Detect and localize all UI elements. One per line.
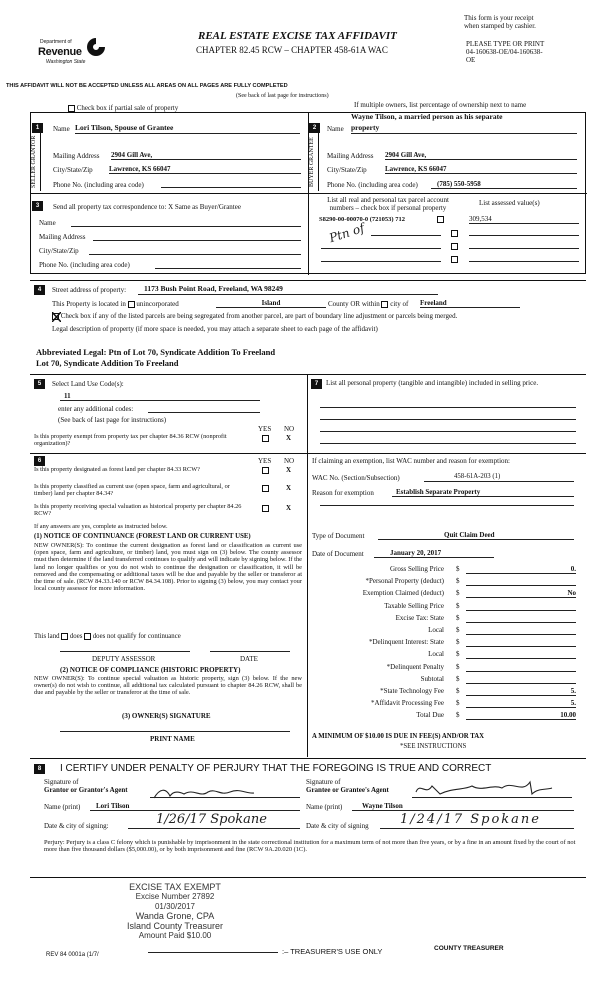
grantee-name[interactable]: Wayne Tilson bbox=[352, 802, 574, 811]
assessed-header: List assessed value(s) bbox=[479, 199, 540, 207]
corr-phone-label: Phone No. (including area code) bbox=[39, 261, 130, 269]
fee-minimum: A MINIMUM OF $10.00 IS DUE IN FEE(S) AND/OR TAX bbox=[312, 733, 485, 740]
parcel-1-checkbox[interactable] bbox=[437, 216, 444, 223]
stamp-line4: Wanda Grone, CPA bbox=[135, 910, 215, 921]
perjury-text: Perjury: Perjury is a class C felony which is punishable by imprisonment in the state correctional institution for a maximum term of not more than five years, or by a fine in an amount fixed by the court of not more than five thousand dollars ($5,000.00), or by both imprisonment and fine (RCW 9A.20.020 (1C). bbox=[44, 839, 576, 854]
section-7-number: 7 bbox=[311, 379, 322, 389]
buyer-side-label: BUYER GRANTEE bbox=[309, 137, 315, 187]
corr-phone[interactable] bbox=[155, 261, 301, 269]
seller-side-label: SELLER GRANTOR bbox=[31, 135, 37, 189]
doc-type-label: Type of Document bbox=[312, 532, 365, 540]
doc-date-value[interactable]: January 20, 2017 bbox=[374, 549, 494, 558]
buyer-name-label: Name bbox=[327, 125, 344, 133]
seller-name[interactable]: Lori Tilson, Spouse of Grantee bbox=[75, 124, 300, 134]
current-use-question: Is this property classified as current use (open space, farm and agricultural, or timber) land per chapter 84.34? bbox=[34, 483, 230, 498]
seller-name-label: Name bbox=[53, 125, 70, 133]
grantor-sig-label-2: Grantor or Grantor's Agent bbox=[44, 786, 128, 795]
exempt-stamp bbox=[110, 882, 240, 941]
exempt-question: Is this property exempt from property tax per chapter 84.36 RCW (nonprofit organization)? bbox=[34, 433, 227, 448]
historic-question: Is this property receiving special valuation as historical property per chapter 84.26 RCW? bbox=[34, 503, 242, 518]
grantee-sig-label bbox=[306, 778, 389, 794]
fee-value[interactable] bbox=[466, 577, 576, 586]
buyer-phone[interactable]: (785) 550-5958 bbox=[431, 180, 577, 189]
fee-row bbox=[312, 638, 578, 650]
section-4 bbox=[30, 280, 586, 340]
corr-mailing[interactable] bbox=[93, 233, 301, 241]
fee-label: Exemption Claimed (deduct) bbox=[362, 589, 444, 598]
fee-currency: $ bbox=[456, 577, 460, 586]
fee-currency: $ bbox=[456, 662, 460, 671]
fee-value[interactable]: No bbox=[466, 589, 576, 598]
compliance-title: (2) NOTICE OF COMPLIANCE (HISTORIC PROPERTY) bbox=[60, 666, 241, 674]
stamp-line2: Excise Number 27892 bbox=[135, 892, 215, 902]
partial-sale-label: Check box if partial sale of property bbox=[76, 104, 179, 112]
section-8-number: 8 bbox=[34, 764, 45, 774]
dor-logo bbox=[38, 36, 108, 70]
unincorporated-checkbox[interactable] bbox=[128, 301, 135, 308]
parcel-header-2: numbers – check box if personal property bbox=[329, 204, 447, 213]
does-label: does bbox=[69, 633, 83, 641]
fee-value[interactable] bbox=[466, 626, 576, 635]
print-note-3: OE bbox=[466, 56, 476, 65]
forest-no-answer[interactable]: X bbox=[286, 466, 292, 474]
located-row bbox=[52, 300, 179, 308]
fee-label: Subtotal bbox=[420, 674, 444, 683]
grantor-signature-icon bbox=[150, 786, 300, 800]
corr-city[interactable] bbox=[89, 247, 301, 255]
fee-currency: $ bbox=[456, 699, 460, 708]
see-back-text: (See back of last page for instructions) bbox=[236, 93, 329, 99]
seller-mailing-label: Mailing Address bbox=[53, 152, 100, 160]
fee-currency: $ bbox=[456, 625, 460, 634]
current-use-no-answer[interactable]: X bbox=[286, 484, 292, 492]
fee-label: *Delinquent Interest: State bbox=[368, 638, 444, 647]
corr-name[interactable] bbox=[71, 219, 301, 227]
fee-row bbox=[312, 711, 578, 723]
fee-label: Gross Selling Price bbox=[389, 565, 444, 573]
fee-currency: $ bbox=[456, 686, 460, 695]
receipt-note bbox=[464, 14, 536, 30]
wac-number[interactable]: 458-61A-203 (1) bbox=[424, 473, 574, 482]
corr-name-label: Name bbox=[39, 219, 56, 227]
seller-mailing[interactable]: 2904 Gill Ave, bbox=[111, 151, 301, 160]
parties-box bbox=[30, 112, 586, 274]
parcel-header bbox=[313, 196, 463, 212]
compliance-text: NEW OWNER(S): To continue special valuation as historic property, sign (3) below. If the new owner(s) do not wish to continue, all additional tax calculated pursuant to chapter 84.26 RCW, shall be due and payable by the seller or transferor at the time of sale. bbox=[34, 675, 302, 697]
does-not-label: does not qualify for continuance bbox=[92, 633, 181, 641]
print-note-1: PLEASE TYPE OR PRINT bbox=[466, 40, 545, 48]
additional-codes[interactable] bbox=[148, 405, 260, 413]
multiple-owners-note: If multiple owners, list percentage of ownership next to name bbox=[354, 101, 527, 109]
s6-yes-header: YES bbox=[258, 457, 272, 465]
fee-row bbox=[312, 589, 578, 601]
forest-question: Is this property designated as forest land per chapter 84.33 RCW? bbox=[34, 466, 200, 473]
fee-value[interactable]: 0. bbox=[466, 565, 576, 574]
legal-line1: Abbreviated Legal: Ptn of Lot 70, Syndicate Addition To Freeland bbox=[36, 347, 276, 357]
dor-logo-icon bbox=[86, 36, 106, 58]
assessed-value[interactable]: 309,534 bbox=[469, 215, 579, 224]
legal-desc-label: Legal description of property (if more space is needed, you may attach a separate sheet to each page of the affidavit) bbox=[52, 325, 378, 333]
section-6-number: 6 bbox=[34, 456, 45, 466]
fee-row bbox=[312, 650, 578, 662]
fee-see-instructions: *SEE INSTRUCTIONS bbox=[400, 743, 467, 750]
certify-text: I CERTIFY UNDER PENALTY OF PERJURY THAT THE FOREGOING IS TRUE AND CORRECT bbox=[60, 763, 492, 774]
fee-value[interactable] bbox=[466, 614, 576, 623]
parcel-2-checkbox[interactable] bbox=[451, 230, 458, 237]
print-note-2: 04-160638-OE/04-160638- bbox=[466, 48, 543, 57]
fee-label: Local bbox=[428, 625, 444, 634]
fee-currency: $ bbox=[456, 638, 460, 647]
county-label: County OR within bbox=[328, 300, 380, 308]
exempt-no-answer[interactable]: X bbox=[286, 434, 292, 442]
qualify-row bbox=[34, 633, 181, 641]
correspondence-label: Send all property tax correspondence to: X Same as Buyer/Grantee bbox=[53, 203, 241, 211]
dept-line1: Department of bbox=[40, 39, 72, 45]
fee-currency: $ bbox=[456, 674, 460, 683]
if-yes-note: If any answers are yes, complete as instructed below. bbox=[34, 523, 168, 530]
grantor-signature[interactable] bbox=[150, 786, 300, 798]
buyer-name-line1[interactable]: Wayne Tilson, a married person as his separate bbox=[351, 112, 503, 121]
fee-row bbox=[312, 663, 578, 675]
grantee-sig-label-2: Grantee or Grantee's Agent bbox=[306, 786, 389, 795]
date-label: DATE bbox=[240, 655, 258, 663]
city-row bbox=[328, 300, 408, 308]
grantee-name-label: Name (print) bbox=[306, 803, 343, 811]
section-5-number: 5 bbox=[34, 379, 45, 389]
street-address[interactable]: 1173 Bush Point Road, Freeland, WA 98249 bbox=[138, 285, 438, 295]
section-8 bbox=[30, 758, 586, 878]
fee-value[interactable] bbox=[466, 638, 576, 647]
receipt-note-2: when stamped by cashier. bbox=[464, 22, 536, 31]
receipt-note-1: This form is your receipt bbox=[464, 14, 534, 22]
historic-no-answer[interactable]: X bbox=[286, 504, 292, 512]
fee-currency: $ bbox=[456, 589, 460, 598]
city-label: city of bbox=[390, 300, 409, 308]
owner-signature-line[interactable] bbox=[60, 731, 290, 732]
section-2-number: 2 bbox=[309, 123, 320, 133]
fee-value[interactable]: 5. bbox=[466, 687, 576, 696]
check-x-icon bbox=[52, 312, 61, 322]
buyer-mailing[interactable]: 2904 Gill Ave, bbox=[385, 151, 577, 160]
fee-row bbox=[312, 614, 578, 626]
grantor-sig-label-1: Signature of bbox=[44, 778, 79, 786]
grantor-date-label: Date & city of signing: bbox=[44, 822, 109, 830]
buyer-name-line2[interactable]: property bbox=[351, 124, 577, 134]
section-3-number: 3 bbox=[32, 201, 43, 211]
buyer-city-label: City/State/Zip bbox=[327, 166, 367, 174]
fee-currency: $ bbox=[456, 565, 460, 573]
county-name[interactable]: Island bbox=[216, 299, 326, 308]
fee-value[interactable]: 10.00 bbox=[466, 711, 576, 720]
deputy-label: DEPUTY ASSESSOR bbox=[92, 655, 156, 663]
fee-label: Total Due bbox=[416, 711, 444, 720]
fee-row bbox=[312, 565, 578, 577]
property-box bbox=[30, 374, 586, 756]
parcel-3-checkbox[interactable] bbox=[451, 243, 458, 250]
continuance-text: NEW OWNER(S): To continue the current designation as forest land or classification as current use (open space, farm and agriculture, or timber) land, you must sign on (3) below. The county assessor must then determine if the land transferred continues to qualify and will indicate by signing below. If the land no longer qualifies or you do not wish to continue the designation or classification, it will be removed and the compensating or additional taxes will be due and payable by the seller or transferor at the time of sale. (RCW 84.33.140 or RCW 84.34.108). Prior to signing (3) below, you may contact your local county assessor for more information. bbox=[34, 542, 302, 593]
grantee-date-label: Date & city of signing bbox=[306, 822, 369, 830]
additional-codes-label: enter any additional codes: bbox=[58, 405, 134, 413]
fee-currency: $ bbox=[456, 650, 460, 659]
owner-signature-label: (3) OWNER(S) SIGNATURE bbox=[122, 712, 211, 720]
grantee-signature-icon bbox=[412, 778, 572, 798]
dept-line3: Washington State bbox=[46, 59, 86, 65]
grantee-signature[interactable] bbox=[412, 786, 572, 798]
does-checkbox[interactable] bbox=[61, 633, 68, 640]
parcel-4-checkbox[interactable] bbox=[451, 256, 458, 263]
fee-label: *Personal Property (deduct) bbox=[365, 577, 444, 586]
exemption-label: If claiming an exemption, list WAC number and reason for exemption: bbox=[312, 457, 510, 465]
dept-line2: Revenue bbox=[38, 46, 82, 58]
partial-sale-row bbox=[68, 104, 178, 112]
grantor-name-label: Name (print) bbox=[44, 803, 81, 811]
street-label: Street address of property: bbox=[52, 286, 127, 294]
fee-row bbox=[312, 687, 578, 699]
exempt-yes-checkbox[interactable] bbox=[262, 435, 269, 442]
buyer-phone-label: Phone No. (including area code) bbox=[327, 181, 418, 189]
reason-value[interactable]: Establish Separate Property bbox=[392, 488, 574, 497]
warning-text: THIS AFFIDAVIT WILL NOT BE ACCEPTED UNLESS ALL AREAS ON ALL PAGES ARE FULLY COMPLETED bbox=[6, 83, 288, 89]
current-use-yes-checkbox[interactable] bbox=[262, 485, 269, 492]
fee-row bbox=[312, 699, 578, 711]
s5-no-header: NO bbox=[284, 425, 295, 433]
wac-label: WAC No. (Section/Subsection) bbox=[312, 474, 400, 482]
seller-city-label: City/State/Zip bbox=[53, 166, 93, 174]
fee-value[interactable] bbox=[466, 650, 576, 659]
fee-value[interactable] bbox=[466, 663, 576, 672]
forest-yes-checkbox[interactable] bbox=[262, 467, 269, 474]
personal-property-label: List all personal property (tangible and intangible) included in selling price. bbox=[326, 379, 539, 387]
partial-sale-checkbox[interactable] bbox=[68, 105, 75, 112]
fee-label: *Delinquent Penalty bbox=[386, 662, 444, 671]
located-label: This Property is located in bbox=[52, 300, 126, 308]
parcel-header-1: List all real and personal tax parcel account bbox=[327, 196, 449, 204]
fee-currency: $ bbox=[456, 613, 460, 622]
legal-line2: Lot 70, Syndicate Addition To Freeland bbox=[36, 358, 179, 368]
rev-code: REV 84 0001a (1/7/ bbox=[46, 952, 99, 958]
s5-yes-header: YES bbox=[258, 425, 272, 433]
fees-table bbox=[312, 565, 578, 723]
buyer-side-label-box bbox=[309, 133, 319, 191]
parcel-number[interactable]: S8290-00-00070-0 (721053) 712 bbox=[319, 216, 405, 223]
segregated-checkbox[interactable] bbox=[52, 313, 59, 320]
section-1-number: 1 bbox=[32, 123, 43, 133]
grantee-date-city[interactable]: 1/24/17 Spokane bbox=[380, 813, 574, 829]
segregated-row bbox=[52, 312, 572, 320]
doc-type-value[interactable]: Quit Claim Deed bbox=[378, 531, 574, 540]
land-use-code[interactable]: 11 bbox=[60, 392, 260, 401]
fee-row bbox=[312, 602, 578, 614]
stamp-line6: Amount Paid $10.00 bbox=[138, 931, 212, 941]
city-name[interactable]: Freeland bbox=[420, 299, 520, 308]
this-land-label: This land bbox=[34, 633, 60, 641]
land-use-label: Select Land Use Code(s): bbox=[52, 380, 124, 388]
fee-row bbox=[312, 577, 578, 589]
corr-city-label: City/State/Zip bbox=[39, 247, 79, 255]
seller-city[interactable]: Lawrence, KS 66047 bbox=[109, 165, 301, 174]
seller-side-label-box bbox=[31, 133, 41, 191]
segregated-label: Check box if any of the listed parcels are being segregated from another parcel, are part of boundary line adjustment or parcels being merged. bbox=[60, 312, 458, 320]
county-treasurer: COUNTY TREASURER bbox=[434, 945, 504, 952]
handwritten-ptn-of: Ptn of bbox=[327, 220, 367, 246]
fee-label: *Affidavit Processing Fee bbox=[371, 699, 444, 708]
city-checkbox[interactable] bbox=[381, 301, 388, 308]
seller-phone-label: Phone No. (including area code) bbox=[53, 181, 144, 189]
doc-date-label: Date of Document bbox=[312, 550, 364, 558]
grantor-name[interactable]: Lori Tilson bbox=[90, 802, 300, 811]
print-name-label: PRINT NAME bbox=[150, 735, 195, 743]
fee-row bbox=[312, 626, 578, 638]
print-note bbox=[466, 40, 544, 64]
grantor-sig-label bbox=[44, 778, 128, 794]
fee-label: Excise Tax: State bbox=[395, 613, 444, 622]
form-title: REAL ESTATE EXCISE TAX AFFIDAVIT bbox=[198, 30, 397, 42]
fee-label: *State Technology Fee bbox=[380, 686, 444, 695]
corr-mailing-label: Mailing Address bbox=[39, 233, 86, 241]
seller-phone[interactable] bbox=[161, 180, 301, 188]
does-not-checkbox[interactable] bbox=[84, 633, 91, 640]
fee-label: Local bbox=[428, 650, 444, 659]
fee-currency: $ bbox=[456, 711, 460, 720]
unincorporated-label: unincorporated bbox=[136, 300, 179, 308]
reason-label: Reason for exemption bbox=[312, 489, 374, 497]
fee-label: Taxable Selling Price bbox=[384, 601, 444, 610]
historic-yes-checkbox[interactable] bbox=[262, 505, 269, 512]
land-use-see-back: (See back of last page for instructions) bbox=[58, 416, 167, 424]
treasurer-use: :– TREASURER'S USE ONLY bbox=[282, 947, 383, 956]
fee-currency: $ bbox=[456, 601, 460, 610]
s6-no-header: NO bbox=[284, 457, 295, 465]
continuance-title: (1) NOTICE OF CONTINUANCE (FOREST LAND OR CURRENT USE) bbox=[34, 533, 251, 540]
stamp-line3: 01/30/2017 bbox=[154, 901, 196, 911]
grantee-sig-label-1: Signature of bbox=[306, 778, 341, 786]
buyer-mailing-label: Mailing Address bbox=[327, 152, 374, 160]
stamp-line1: EXCISE TAX EXEMPT bbox=[129, 882, 221, 892]
buyer-city[interactable]: Lawrence, KS 66047 bbox=[385, 165, 577, 174]
stamp-line5: Island County Treasurer bbox=[126, 921, 224, 932]
fee-value[interactable] bbox=[466, 675, 576, 684]
grantor-date-city[interactable]: 1/26/17 Spokane bbox=[128, 813, 300, 829]
form-subtitle: CHAPTER 82.45 RCW – CHAPTER 458-61A WAC bbox=[196, 45, 388, 55]
fee-value[interactable] bbox=[466, 602, 576, 611]
fee-row bbox=[312, 675, 578, 687]
fee-value[interactable]: 5. bbox=[466, 699, 576, 708]
section-4-number: 4 bbox=[34, 285, 45, 295]
